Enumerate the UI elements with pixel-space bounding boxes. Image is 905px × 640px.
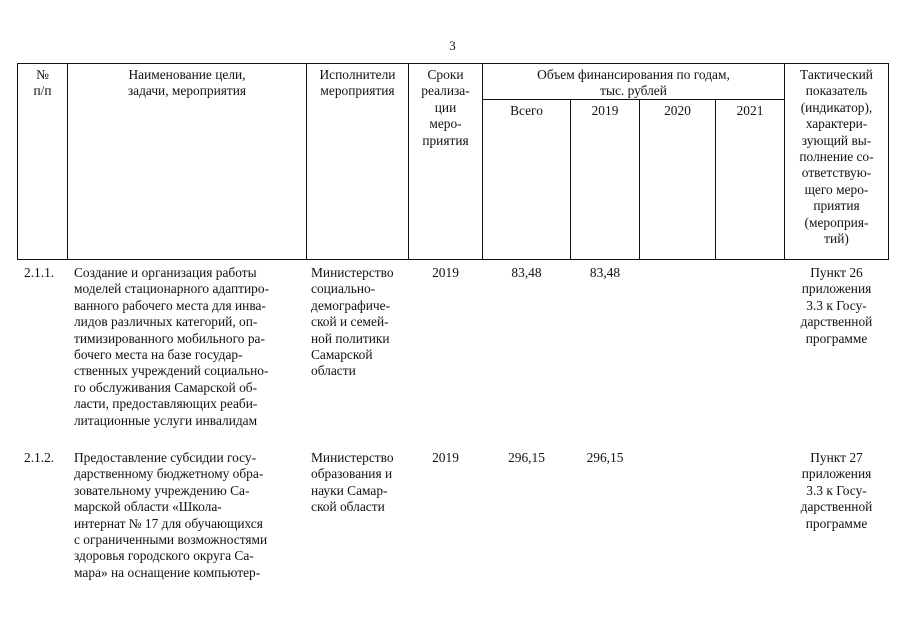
row-name: Предоставление субсидии госу- дарственному бюджетному обра- зовательному учреждению Са- марской области «Школа- интернат № 17 для обучающихся с ограниченными возможностями здоровья городского округа Са- мара» на оснащение компьютер- bbox=[74, 450, 268, 580]
row-number: 2.1.1. bbox=[24, 265, 55, 280]
row-term: 2019 bbox=[432, 265, 459, 280]
header-col-2019: 2019 bbox=[591, 103, 619, 118]
row-indicator: Пункт 27 приложения 3.3 к Госу- дарственной программе bbox=[800, 450, 873, 531]
row-term: 2019 bbox=[432, 450, 459, 465]
row-executor: Министерство образования и науки Самар- ской области bbox=[311, 450, 394, 515]
header-col-funding: Объем финансирования по годам, тыс. рублей bbox=[537, 67, 730, 99]
header-col-terms: Сроки реализа- ции меро- приятия bbox=[421, 67, 470, 148]
header-top-border bbox=[17, 63, 889, 64]
table-header bbox=[0, 0, 905, 270]
header-col-number: № п/п bbox=[33, 67, 52, 99]
header-col-2020: 2020 bbox=[664, 103, 691, 118]
header-col-executors: Исполнители мероприятия bbox=[319, 67, 396, 99]
header-bottom-border bbox=[17, 259, 889, 260]
row-2019: 83,48 bbox=[589, 265, 621, 280]
page-number: 3 bbox=[449, 38, 456, 53]
row-total: 296,15 bbox=[508, 450, 545, 465]
header-col-name: Наименование цели, задачи, мероприятия bbox=[127, 67, 247, 99]
header-col-indicator: Тактический показатель (индикатор), характери- зующий вы- полнение со- ответствую- щего меро- приятия (мероприя- тий) bbox=[799, 67, 874, 247]
row-executor: Министерство социально- демографиче- ской и семей- ной политики Самарской области bbox=[311, 265, 394, 379]
row-name: Создание и организация работы моделей стационарного адаптиро- ванного рабочего места для инва- лидов различных категорий, оп- тимизированного мобильного ра- бочего места на базе государ- ственных учреждений социально- го обслуживания Самарской об- ласти, предоставляющих реаби- литационные услуги инвалидам bbox=[74, 265, 270, 428]
col-divider bbox=[715, 99, 716, 260]
table-row bbox=[0, 450, 905, 600]
row-indicator: Пункт 26 приложения 3.3 к Госу- дарственной программе bbox=[800, 265, 873, 346]
table-row bbox=[0, 265, 905, 435]
row-2019: 296,15 bbox=[586, 450, 624, 465]
col-divider bbox=[570, 99, 571, 260]
row-number: 2.1.2. bbox=[24, 450, 55, 465]
header-col-2021: 2021 bbox=[736, 103, 764, 118]
col-divider bbox=[639, 99, 640, 260]
row-total: 83,48 bbox=[511, 265, 542, 280]
header-col-total: Всего bbox=[510, 103, 543, 118]
col-divider bbox=[888, 63, 889, 260]
